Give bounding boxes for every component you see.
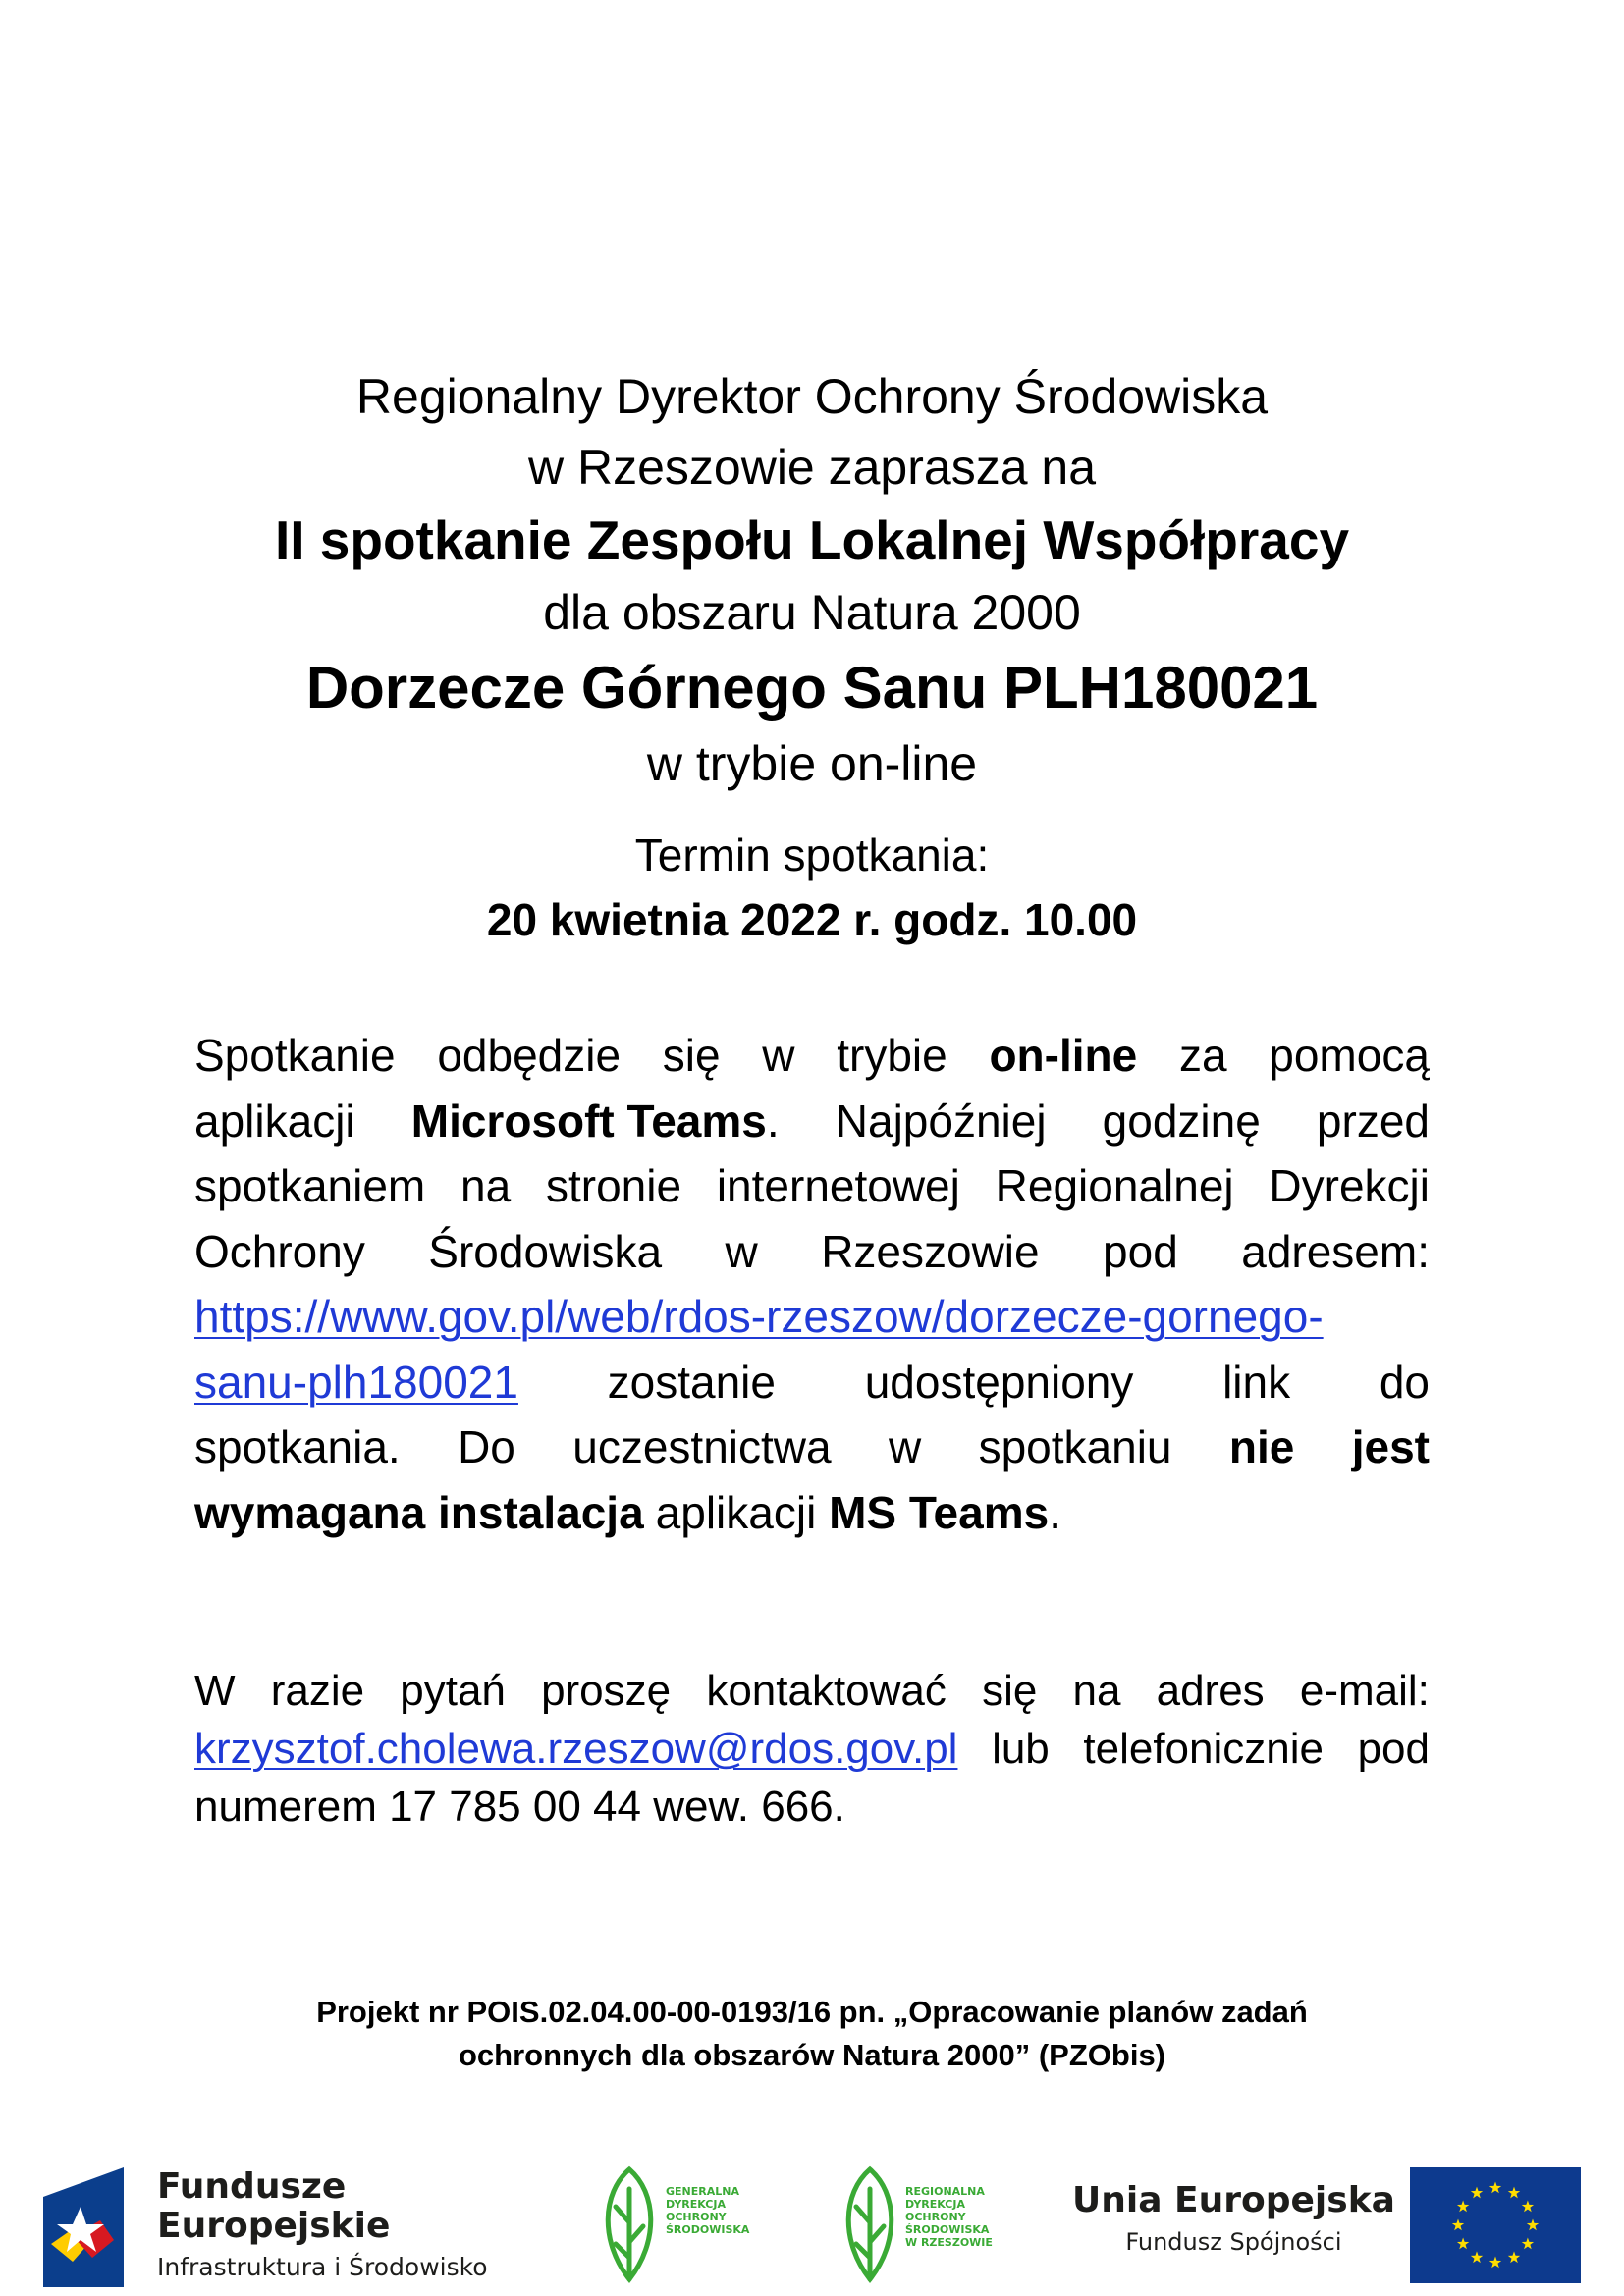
rdos-label-line: DYREKCJA <box>905 2198 965 2211</box>
word: się <box>982 1667 1038 1715</box>
word: za <box>1178 1030 1227 1081</box>
header-line-area: dla obszaru Natura 2000 <box>543 585 1081 640</box>
word: adresem: <box>1241 1225 1430 1277</box>
fundusze-europejskie-text <box>157 2167 488 2289</box>
word: zostanie <box>607 1356 776 1408</box>
paragraph-line <box>194 1480 1430 1546</box>
header-line-invites: w Rzeszowie zaprasza na <box>527 440 1097 495</box>
word: kontaktować <box>706 1667 947 1715</box>
word: do <box>1379 1356 1430 1408</box>
word-bold: jest <box>1351 1421 1430 1472</box>
project-footer-line: Projekt nr POIS.02.04.00-00-0193/16 pn. „Opracowanie planów zadań <box>316 1995 1308 2029</box>
rdos-label-line: W RZESZOWIE <box>905 2236 993 2249</box>
fe-program: Infrastruktura i Środowisko <box>157 2253 488 2281</box>
site-name: Dorzecze Górnego Sanu PLH180021 <box>305 655 1319 721</box>
gdos-label-line: ŚRODOWISKA <box>666 2223 750 2236</box>
paragraph-line <box>194 1219 1430 1285</box>
rdos-label-line: ŚRODOWISKA <box>905 2223 990 2236</box>
word-group <box>656 1480 1061 1546</box>
word-group <box>411 1089 780 1154</box>
word: spotkaniu <box>978 1421 1172 1472</box>
word: na <box>460 1160 512 1211</box>
word: w <box>762 1030 795 1081</box>
word: adres <box>1156 1667 1265 1715</box>
word: Regionalnej <box>995 1160 1234 1211</box>
gdos-label-line: DYREKCJA <box>666 2198 726 2211</box>
word: Do <box>458 1421 515 1472</box>
meeting-info-paragraph <box>194 1023 1430 1545</box>
meeting-date-value: 20 kwietnia 2022 r. godz. 10.00 <box>486 894 1138 945</box>
ue-fund: Fundusz Spójności <box>1125 2228 1342 2256</box>
word: trybie <box>837 1030 947 1081</box>
fe-line: Fundusze <box>157 2166 347 2207</box>
rdos-label-line: REGIONALNA <box>905 2185 985 2198</box>
word: Najpóźniej <box>835 1095 1047 1147</box>
word: godzinę <box>1102 1095 1261 1147</box>
word: Dyrekcji <box>1269 1160 1430 1211</box>
word: się <box>662 1030 721 1081</box>
phone-number-text: numerem 17 785 00 44 wew. 666. <box>194 1783 845 1831</box>
header-line-mode: w trybie on-line <box>646 736 978 791</box>
word: udostępniony <box>864 1356 1134 1408</box>
word: lub <box>992 1725 1050 1773</box>
gdos-label <box>666 2185 749 2236</box>
app-name-bold: Microsoft Teams <box>410 1095 767 1147</box>
word: razie <box>270 1667 365 1715</box>
word: proszę <box>541 1667 672 1715</box>
header-line-director: Regionalny Dyrektor Ochrony Środowiska <box>355 369 1269 424</box>
fundusze-europejskie-logo <box>43 2167 124 2287</box>
word: . <box>766 1095 780 1147</box>
word: telefonicznie <box>1083 1725 1324 1773</box>
word: Ochrony <box>194 1225 365 1277</box>
word-online-bold: on-line <box>989 1030 1138 1081</box>
word: pytań <box>400 1667 506 1715</box>
word: W <box>194 1667 236 1715</box>
fe-line: Europejskie <box>157 2206 391 2246</box>
meeting-page-link-continued[interactable]: sanu-plh180021 <box>194 1356 518 1408</box>
word: e-mail: <box>1299 1667 1430 1715</box>
word: uczestnictwa <box>572 1421 832 1472</box>
word: Spotkanie <box>194 1030 396 1081</box>
word: w <box>888 1421 922 1472</box>
gdos-label-line: GENERALNA <box>666 2185 739 2198</box>
word: pod <box>1103 1225 1178 1277</box>
unia-europejska-text <box>1072 2177 1395 2260</box>
paragraph-line <box>194 1284 1430 1350</box>
word: stronie <box>545 1160 682 1211</box>
paragraph-line <box>194 1089 1430 1154</box>
paragraph-line <box>194 1023 1430 1089</box>
paragraph-line <box>194 1350 1430 1415</box>
word: odbędzie <box>437 1030 622 1081</box>
project-footer <box>196 1991 1428 2077</box>
rdos-label <box>905 2185 993 2249</box>
word: . <box>1049 1486 1061 1538</box>
word: link <box>1222 1356 1291 1408</box>
paragraph-line <box>194 1662 1430 1720</box>
gdos-label-line: OCHRONY <box>666 2211 727 2223</box>
rdos-label-line: OCHRONY <box>905 2211 966 2223</box>
project-footer-line: ochronnych dla obszarów Natura 2000” (PZObis) <box>458 2038 1166 2072</box>
word: spotkaniem <box>194 1160 426 1211</box>
word: Rzeszowie <box>821 1225 1040 1277</box>
paragraph-line <box>194 1153 1430 1219</box>
word: pod <box>1357 1725 1430 1773</box>
contact-email-link[interactable]: krzysztof.cholewa.rzeszow@rdos.gov.pl <box>194 1725 958 1773</box>
meeting-page-link[interactable]: https://www.gov.pl/web/rdos-rzeszow/dorzecze-gornego- <box>194 1291 1324 1342</box>
word: internetowej <box>716 1160 960 1211</box>
word: na <box>1072 1667 1121 1715</box>
invitation-header <box>147 361 1477 799</box>
word: aplikacji <box>655 1486 817 1538</box>
meeting-date-block <box>147 823 1477 952</box>
word: spotkania. <box>194 1421 401 1472</box>
meeting-title: II spotkanie Zespołu Lokalnej Współpracy <box>274 509 1350 570</box>
word: aplikacji <box>194 1095 355 1147</box>
word: przed <box>1316 1095 1430 1147</box>
eu-flag-icon <box>1410 2167 1581 2283</box>
paragraph-line <box>194 1778 1430 1836</box>
phrase-bold: wymagana instalacja <box>194 1486 644 1538</box>
paragraph-line <box>194 1415 1430 1480</box>
app-name-bold: MS Teams <box>829 1486 1050 1538</box>
word: pomocą <box>1269 1030 1430 1081</box>
word: w <box>725 1225 758 1277</box>
meeting-date-label: Termin spotkania: <box>634 829 990 881</box>
word: Środowiska <box>428 1225 663 1277</box>
ue-title: Unia Europejska <box>1072 2180 1395 2220</box>
contact-paragraph <box>194 1662 1430 1836</box>
paragraph-line <box>194 1720 1430 1778</box>
word-bold: nie <box>1228 1421 1295 1472</box>
